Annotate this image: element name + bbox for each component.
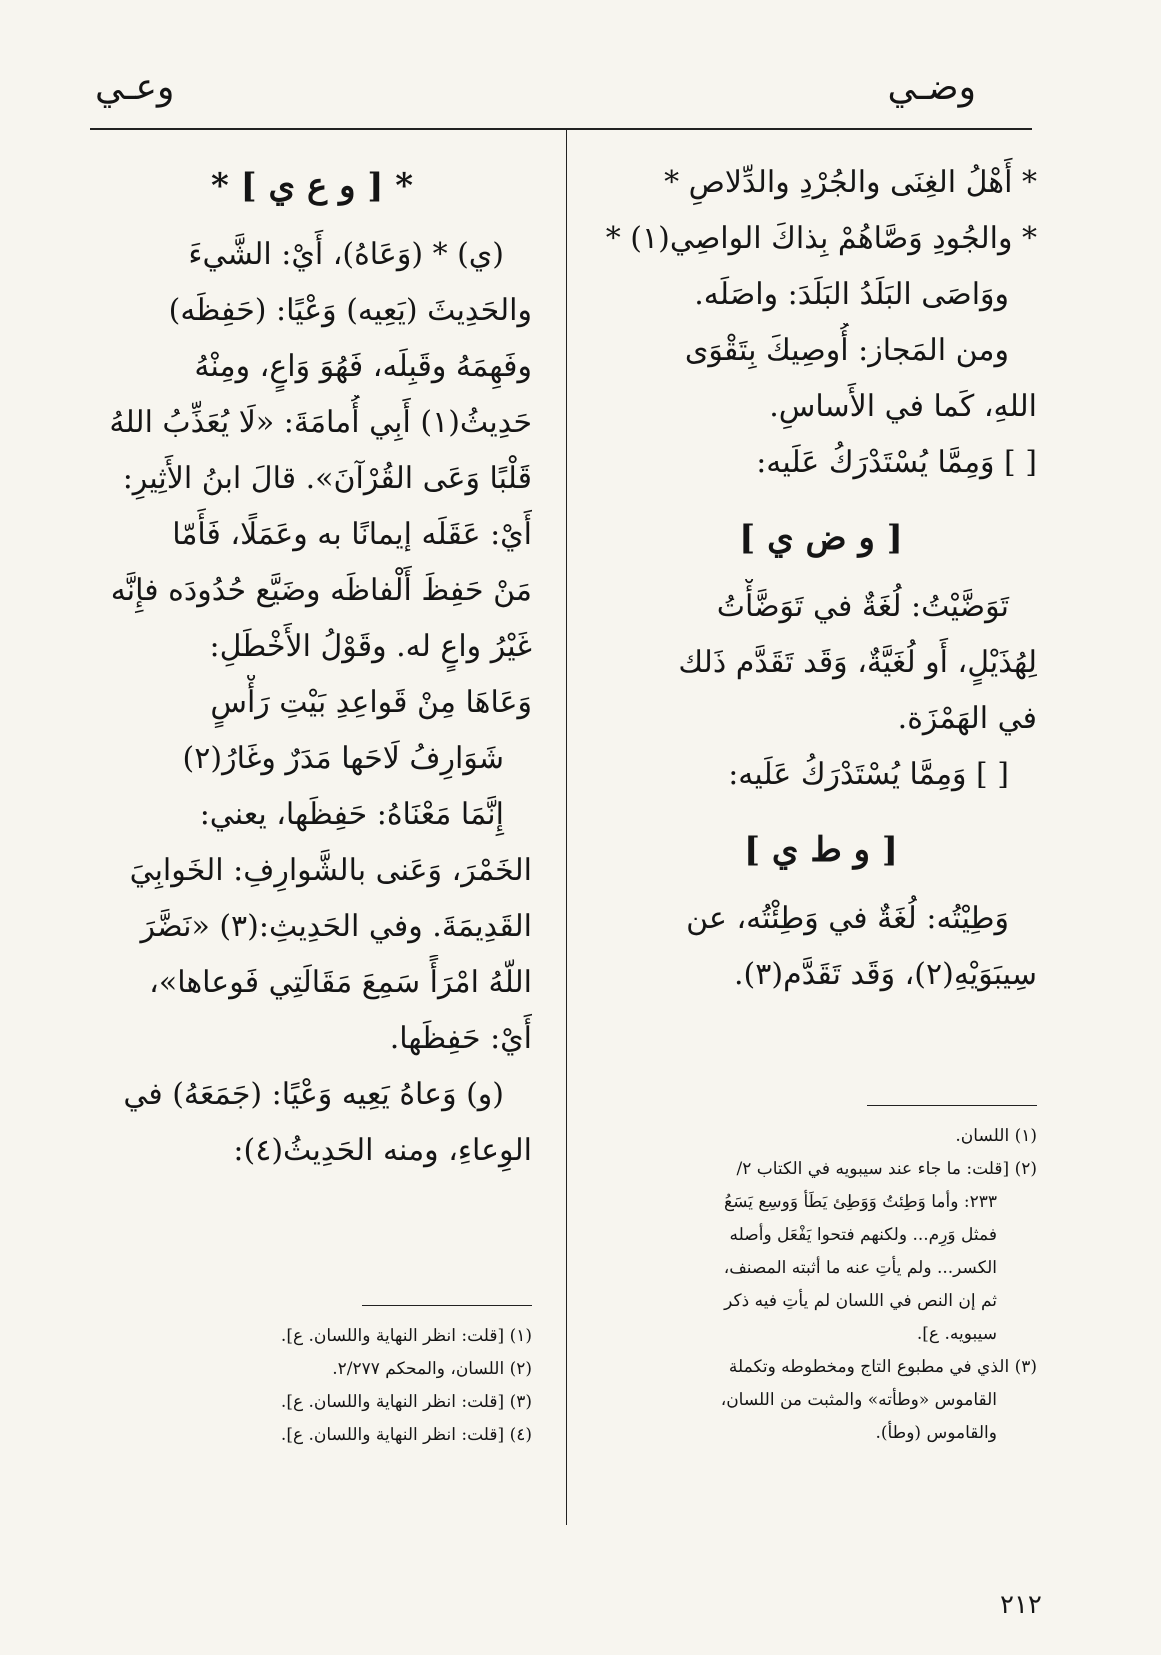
text-line: (ي) * (وَعَاهُ)، أَيْ: الشَّيءَ [188, 237, 504, 272]
text-line: اللّهُ امْرَأً سَمِعَ مَقَالَتِي فَوعاها»، [149, 965, 532, 1000]
text-line: والحَدِيثَ (يَعِيه) وَعْيًا: (حَفِظَه) [168, 293, 532, 328]
footnote-continuation: ٢٣٣: وأما وَطِئتُ وَوَطِئ يَطَأ وَوسِع يَسَعُ [724, 1192, 997, 1212]
footnote: (٢) اللسان، والمحكم ٢/٢٧٧. [332, 1359, 532, 1379]
footnotes-right [605, 1085, 1037, 1450]
text-line: وفَهِمَهُ وقَبِلَه، فَهُوَ وَاعٍ، ومِنْهُ [194, 349, 532, 384]
page-number: ٢١٢ [1000, 1590, 1042, 1620]
footnote: (٣) الذي في مطبوع التاج ومخطوطه وتكملة [728, 1357, 1037, 1377]
footnote-rule [867, 1105, 1037, 1106]
text-line: سِيبَوَيْهِ(٢)، وَقَد تَقَدَّم(٣). [734, 957, 1037, 992]
running-head-left: وعـي [95, 67, 175, 108]
header-rule [90, 128, 1032, 130]
footnote: (٢) [قلت: ما جاء عند سيبويه في الكتاب ٢/ [736, 1159, 1037, 1179]
footnote: (٣) [قلت: انظر النهاية واللسان. ع]. [280, 1392, 532, 1412]
footnotes-left [92, 1285, 532, 1452]
left-column [92, 155, 532, 1445]
text-line: أَيْ: حَفِظَها. [389, 1021, 532, 1056]
footnote-continuation: والقاموس (وطأ). [875, 1423, 997, 1443]
text-line: القَدِيمَةَ. وفي الحَدِيثِ:(٣) «نَضَّرَ [140, 909, 532, 944]
text-line: لِهُذَيْلٍ، أَو لُغَيَّةٌ، وَقَد تَقَدَّم ذَلك [678, 645, 1037, 680]
entry-heading: * [ و ع ي ] * [210, 166, 414, 206]
running-head-right: وضـي [887, 67, 976, 108]
text-line: غَيْرُ واعٍ له. وقَوْلُ الأَخْطَلِ: [209, 629, 532, 664]
text-line: ومن المَجاز: أُوصِيكَ بِتَقْوَى [684, 333, 1009, 368]
footnote-continuation: فمثل وَرِم... ولكنهم فتحوا يَفْعَل وأصله [729, 1225, 997, 1245]
addendum-line: [ ] وَمِمَّا يُسْتَدْرَكُ عَلَيه: [756, 445, 1037, 480]
text-line: الوِعاءِ، ومنه الحَدِيثُ(٤): [233, 1133, 532, 1168]
column-divider [566, 130, 567, 1525]
text-line: قَلْبًا وَعَى القُرْآنَ». قالَ ابنُ الأَثِيرِ: [122, 461, 532, 496]
footnote-rule [362, 1305, 532, 1306]
text-line: تَوَضَّيْتُ: لُغَةٌ في تَوَضَّأْتُ [716, 589, 1009, 624]
text-line: حَدِيثُ(١) أَبِي أُمامَةَ: «لَا يُعَذِّبُ اللهُ [109, 405, 532, 440]
footnote: (٤) [قلت: انظر النهاية واللسان. ع]. [280, 1425, 532, 1445]
text-line: في الهَمْزَة. [897, 701, 1037, 736]
text-line: (و) وَعاهُ يَعِيه وَعْيًا: (جَمَعَهُ) في [123, 1077, 504, 1112]
entry-heading: [ و ط ي ] [744, 830, 898, 870]
verse-line: * والجُودِ وَصَّاهُمْ بِذاكَ الواصِي(١) * [605, 221, 1037, 256]
entry-heading: [ و ض ي ] [739, 518, 903, 558]
verse-line: * أَهْلُ الغِنَى والجُرْدِ والدِّلاصِ * [664, 165, 1037, 200]
text-line: الخَمْرَ، وَعَنى بالشَّوارِفِ: الخَوابِيَ [129, 853, 532, 888]
text-line: إِنَّمَا مَعْنَاهُ: حَفِظَها، يعني: [199, 797, 504, 832]
footnote: (١) [قلت: انظر النهاية واللسان. ع]. [280, 1326, 532, 1346]
footnote: (١) اللسان. [955, 1126, 1037, 1146]
right-column [605, 155, 1037, 1443]
text-line: اللهِ، كَما في الأَساسِ. [769, 389, 1037, 424]
footnote-continuation: القاموس «وطأته» والمثبت من اللسان، [720, 1390, 997, 1410]
text-line: وَطِيْتُه: لُغَةٌ في وَطِئْتُه، عن [686, 901, 1009, 936]
addendum-line: [ ] وَمِمَّا يُسْتَدْرَكُ عَلَيه: [728, 757, 1009, 792]
text-line: مَنْ حَفِظَ أَلْفاظَه وضَيَّع حُدُودَه فإِنَّه [110, 573, 532, 608]
verse-line: وَعَاهَا مِنْ قَواعِدِ بَيْتِ رَأْسٍ [210, 685, 532, 720]
footnote-continuation: ثم إن النص في اللسان لم يأتِ فيه ذكر [724, 1291, 997, 1311]
text-line: ووَاصَى البَلَدُ البَلَدَ: واصَلَه. [694, 277, 1009, 312]
verse-line: شَوَارِفُ لَاحَها مَدَرٌ وغَارُ(٢) [182, 741, 504, 776]
text-line: أَيْ: عَقَلَه إيمانًا به وعَمَلًا، فَأَمّا [172, 517, 532, 552]
footnote-continuation: سيبويه. ع]. [916, 1324, 997, 1344]
footnote-continuation: الكسر... ولم يأتِ عنه ما أثبته المصنف، [723, 1258, 997, 1278]
